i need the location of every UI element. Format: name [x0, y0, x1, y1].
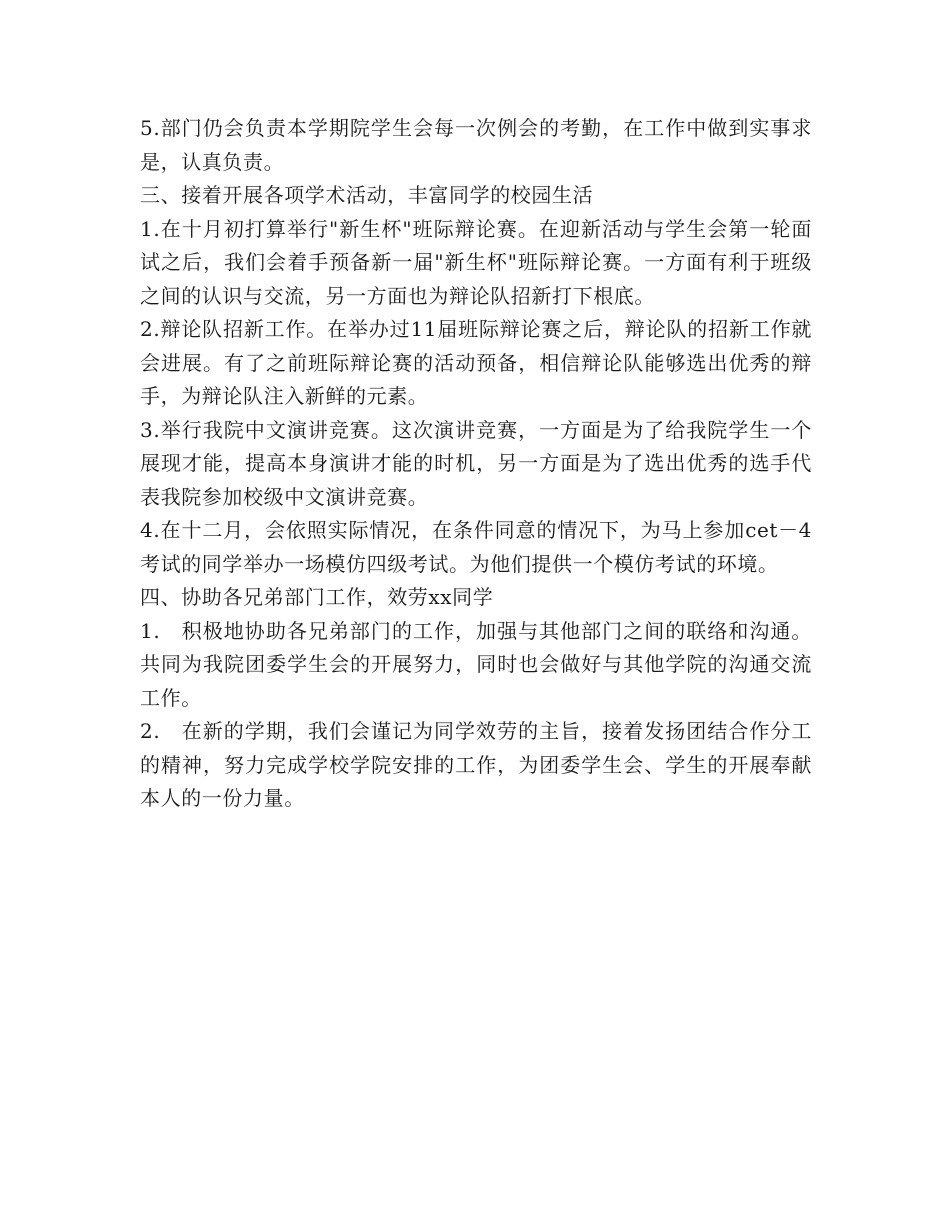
paragraph-debate-recruit: 2.辩论队招新工作。在举办过11届班际辩论赛之后，辩论队的招新工作就会进展。有了之前班际辩论赛的活动预备，相信辩论队能够选出优秀的辩手，为辩论队注入新鲜的元素。 [140, 317, 812, 408]
section-heading-4: 四、协助各兄弟部门工作，效劳xx同学 [140, 585, 494, 609]
document-body [140, 112, 812, 816]
paragraph-debate-contest: 1.在十月初打算举行"新生杯"班际辩论赛。在迎新活动与学生会第一轮面试之后，我们会着手预备新一届"新生杯"班际辩论赛。一方面有利于班级之间的认识与交流，另一方面也为辩论队招新打下根底。 [140, 216, 812, 308]
section-heading-3: 三、接着开展各项学术活动，丰富同学的校园生活 [140, 183, 594, 207]
paragraph-mock-exam: 4.在十二月，会依照实际情况，在条件同意的情况下，为马上参加cet－4考试的同学举办一场模仿四级考试。为他们提供一个模仿考试的环境。 [140, 518, 812, 576]
paragraph-speech-contest: 3.举行我院中文演讲竞赛。这次演讲竞赛，一方面是为了给我院学生一个展现才能，提高本身演讲才能的时机，另一方面是为了选出优秀的选手代表我院参加校级中文演讲竞赛。 [140, 417, 812, 509]
paragraph-serve-students: 2. 在新的学期，我们会谨记为同学效劳的主旨，接着发扬团结合作分工的精神，努力完成学校学院安排的工作，为团委学生会、学生的开展奉献本人的一份力量。 [140, 719, 812, 810]
paragraph-attendance: 5.部门仍会负责本学期院学生会每一次例会的考勤，在工作中做到实事求是，认真负责。 [140, 116, 812, 174]
paragraph-assist-departments: 1. 积极地协助各兄弟部门的工作，加强与其他部门之间的联络和沟通。共同为我院团委学生会的开展努力，同时也会做好与其他学院的沟通交流工作。 [140, 618, 812, 710]
